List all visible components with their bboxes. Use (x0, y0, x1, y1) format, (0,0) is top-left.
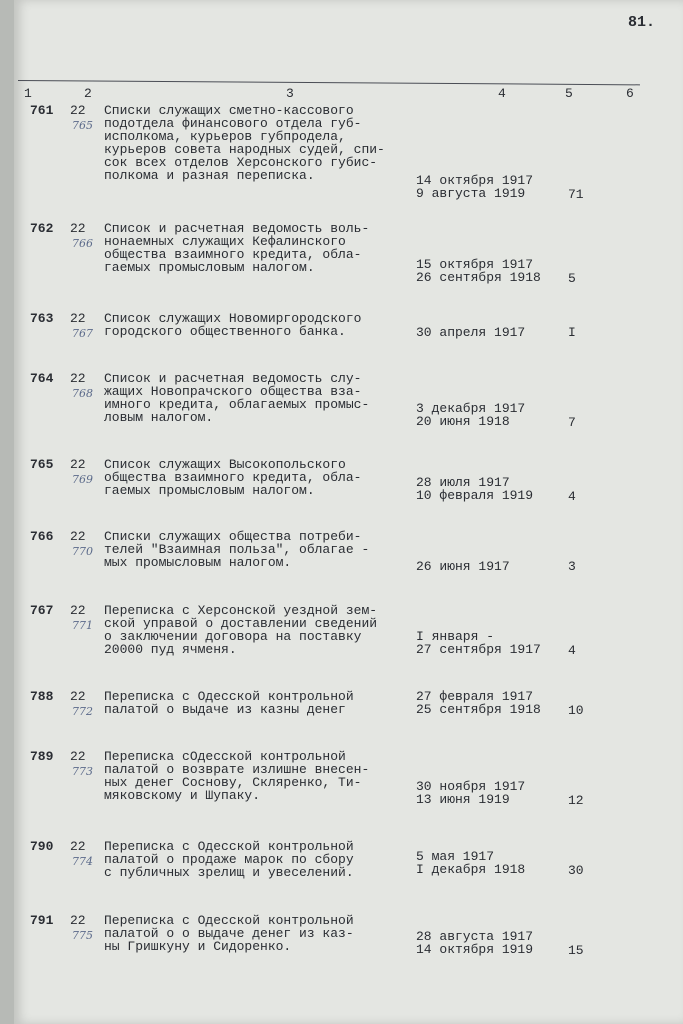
entry-sheet-count: 4 (568, 489, 576, 504)
column-number: 2 (84, 86, 92, 101)
entry-date: 27 февраля 1917 (416, 689, 534, 704)
entry-dates (416, 780, 525, 806)
entry-title-line: мяковскому и Шупаку. (104, 788, 261, 803)
entry-dates (416, 326, 525, 339)
entry-old-number: 775 (72, 929, 93, 942)
entry-title (104, 840, 404, 879)
entry-fond: 22 (70, 529, 86, 544)
column-number: 6 (626, 86, 634, 101)
entry-fond: 22 (70, 913, 86, 928)
entry-sheet-count: 10 (568, 703, 584, 718)
entry-title (104, 604, 404, 656)
entry-sheet-count: 71 (568, 187, 584, 202)
entry-title-line: имного кредита, облагаемых промыс- (104, 397, 370, 412)
entry-date: 3 декабря 1917 (416, 401, 526, 416)
entry-title-line: Список и расчетная ведомость воль- (104, 221, 370, 236)
entry-fond: 22 (70, 371, 86, 386)
binding-margin (0, 0, 14, 1024)
entry-fond: 22 (70, 221, 86, 236)
entry-title-line: Списки служащих сметно-кассового (104, 103, 354, 118)
entry-title-line: курьеров совета народных судей, спи- (104, 142, 385, 157)
entry-title-line: жащих Новопрачского общества вза- (104, 384, 362, 399)
entry-title-line: ных денег Соснову, Скляренко, Ти- (104, 775, 362, 790)
entry-title (104, 312, 404, 338)
entry-date: I декабря 1918 (416, 862, 526, 877)
entry-old-number: 771 (72, 619, 93, 632)
entry-old-number: 772 (72, 705, 93, 718)
column-number: 1 (24, 86, 32, 101)
entry-number: 762 (30, 221, 54, 236)
entry-title (104, 750, 404, 802)
entry-date: 9 августа 1919 (416, 186, 526, 201)
entry-dates (416, 930, 533, 956)
entry-dates (416, 560, 510, 573)
entry-title-line: палатой о о выдаче денег из каз- (104, 926, 354, 941)
entry-dates (416, 258, 541, 284)
entry-date: 26 сентября 1918 (416, 270, 541, 285)
entry-dates (416, 690, 541, 716)
entry-old-number: 766 (72, 237, 93, 250)
entry-title-line: городского общественного банка. (104, 324, 346, 339)
entry-old-number: 768 (72, 387, 93, 400)
entry-title-line: сок всех отделов Херсонского губис- (104, 155, 378, 170)
entry-sheet-count: 12 (568, 793, 584, 808)
column-number: 3 (286, 86, 294, 101)
entry-date: 14 октября 1917 (416, 173, 534, 188)
entry-old-number: 774 (72, 855, 93, 868)
entry-title-line: Переписка с Одесской контрольной (104, 689, 354, 704)
entry-sheet-count: 3 (568, 559, 576, 574)
entry-title-line: с публичных зрелищ и увеселений. (104, 865, 354, 880)
entry-dates (416, 402, 525, 428)
entry-title (104, 690, 404, 716)
entry-number: 767 (30, 603, 54, 618)
entry-sheet-count: 30 (568, 863, 584, 878)
entry-number: 789 (30, 749, 54, 764)
entry-fond: 22 (70, 311, 86, 326)
entry-title-line: исполкома, курьеров губпродела, (104, 129, 346, 144)
entry-number: 791 (30, 913, 54, 928)
entry-old-number: 769 (72, 473, 93, 486)
entry-title-line: гаемых промысловым налогом. (104, 260, 315, 275)
entry-fond: 22 (70, 839, 86, 854)
entry-date: I января - (416, 629, 495, 644)
entry-title-line: Переписка с Херсонской уездной зем- (104, 603, 378, 618)
entry-number: 763 (30, 311, 54, 326)
entry-dates (416, 174, 533, 200)
entry-sheet-count: 7 (568, 415, 576, 430)
entry-title-line: Список служащих Высокопольского (104, 457, 346, 472)
entry-sheet-count: I (568, 325, 576, 340)
column-number: 4 (498, 86, 506, 101)
entry-number: 790 (30, 839, 54, 854)
entry-title-line: Переписка с Одесской контрольной (104, 839, 354, 854)
entry-title-line: общества взаимного кредита, обла- (104, 247, 362, 262)
entry-title-line: полкома и разная переписка. (104, 168, 315, 183)
entry-number: 761 (30, 103, 54, 118)
entry-title-line: 20000 пуд ячменя. (104, 642, 237, 657)
entry-title-line: Список и расчетная ведомость слу- (104, 371, 362, 386)
entry-old-number: 773 (72, 765, 93, 778)
entry-date: 28 июля 1917 (416, 475, 510, 490)
entry-sheet-count: 15 (568, 943, 584, 958)
entry-old-number: 767 (72, 327, 93, 340)
entry-title (104, 104, 404, 182)
entry-date: 13 июня 1919 (416, 792, 510, 807)
entry-title (104, 222, 404, 274)
entry-dates (416, 850, 525, 876)
entry-title-line: гаемых промысловым налогом. (104, 483, 315, 498)
entry-number: 788 (30, 689, 54, 704)
entry-title-line: о заключении договора на поставку (104, 629, 362, 644)
entry-title-line: телей "Взаимная польза", облагае - (104, 542, 370, 557)
entry-title-line: палатой о возврате излишне внесен- (104, 762, 370, 777)
entry-date: 5 мая 1917 (416, 849, 495, 864)
entry-number: 764 (30, 371, 54, 386)
entry-date: 30 ноября 1917 (416, 779, 526, 794)
entry-title (104, 372, 404, 424)
entry-date: 28 августа 1917 (416, 929, 534, 944)
entry-title-line: палатой о выдаче из казны денег (104, 702, 346, 717)
entry-old-number: 770 (72, 545, 93, 558)
entry-title-line: нонаемных служащих Кефалинского (104, 234, 346, 249)
entry-date: 14 октября 1919 (416, 942, 534, 957)
entry-fond: 22 (70, 603, 86, 618)
entry-sheet-count: 5 (568, 271, 576, 286)
entry-title-line: Переписка с Одесской контрольной (104, 913, 354, 928)
entry-title-line: мых промысловым налогом. (104, 555, 292, 570)
entry-sheet-count: 4 (568, 643, 576, 658)
entry-title-line: ловым налогом. (104, 410, 214, 425)
entry-date: 25 сентября 1918 (416, 702, 541, 717)
entry-date: 27 сентября 1917 (416, 642, 541, 657)
entry-title (104, 914, 404, 953)
entry-title-line: ны Гришкуну и Сидоренко. (104, 939, 292, 954)
entry-number: 766 (30, 529, 54, 544)
entry-title (104, 530, 404, 569)
column-number: 5 (565, 86, 573, 101)
entry-fond: 22 (70, 457, 86, 472)
entry-old-number: 765 (72, 119, 93, 132)
entry-fond: 22 (70, 103, 86, 118)
entry-dates (416, 476, 533, 502)
page-number: 81. (628, 14, 656, 31)
entry-fond: 22 (70, 749, 86, 764)
entry-date: 26 июня 1917 (416, 559, 510, 574)
entry-title-line: общества взаимного кредита, обла- (104, 470, 362, 485)
entry-date: 30 апреля 1917 (416, 325, 526, 340)
entry-title-line: ской управой о доставлении сведений (104, 616, 378, 631)
entry-fond: 22 (70, 689, 86, 704)
entry-number: 765 (30, 457, 54, 472)
entry-date: 20 июня 1918 (416, 414, 510, 429)
entry-title-line: палатой о продаже марок по сбору (104, 852, 354, 867)
entry-title-line: Переписка сОдесской контрольной (104, 749, 346, 764)
entry-title-line: Список служащих Новомиргородского (104, 311, 362, 326)
entry-title-line: Списки служащих общества потреби- (104, 529, 362, 544)
entry-title (104, 458, 404, 497)
entry-date: 10 февраля 1919 (416, 488, 534, 503)
entry-title-line: подотдела финансового отдела губ- (104, 116, 362, 131)
entry-date: 15 октября 1917 (416, 257, 534, 272)
entry-dates (416, 630, 541, 656)
